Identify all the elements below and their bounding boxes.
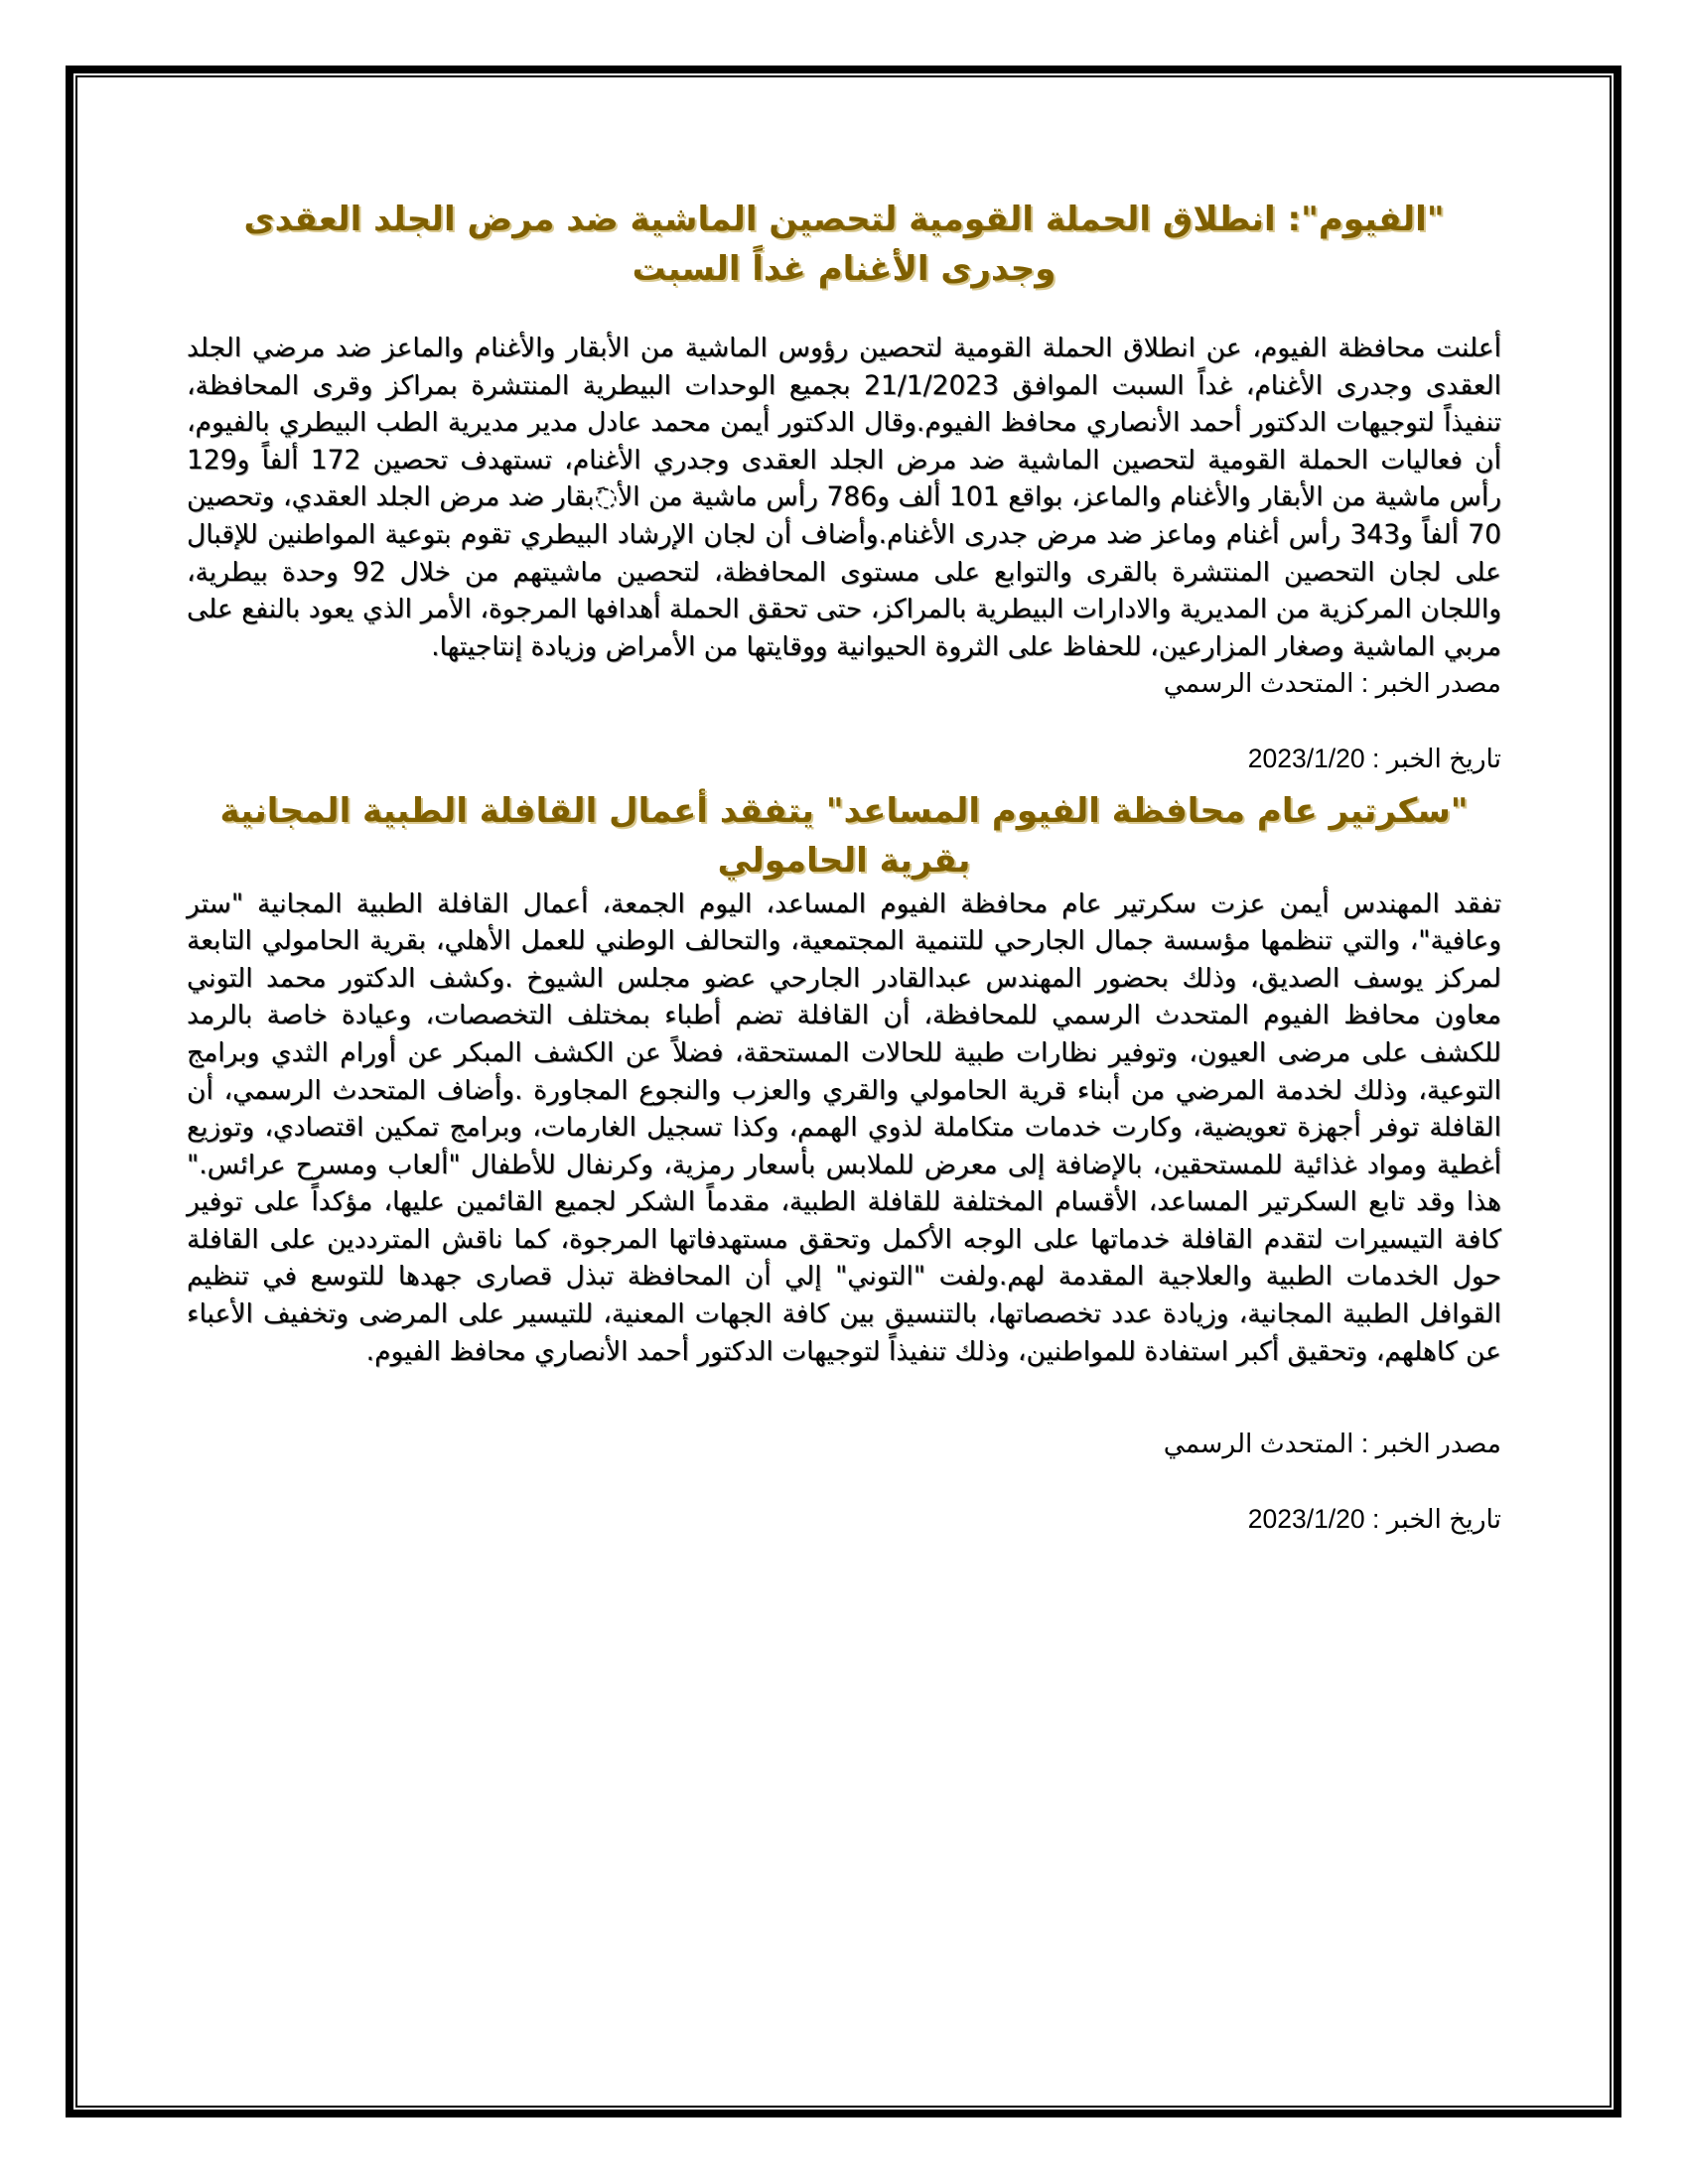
spacer <box>187 1463 1501 1501</box>
news-source: مصدر الخبر : المتحدث الرسمي <box>1163 1429 1501 1459</box>
news-source: مصدر الخبر : المتحدث الرسمي <box>1163 668 1501 699</box>
news-date: تاريخ الخبر : 2023/1/20 <box>1247 1503 1501 1534</box>
article-title: "سكرتير عام محافظة الفيوم المساعد" يتفقد أعمال القافلة الطبية المجانية بقرية الحامولي <box>219 790 1469 881</box>
article-title: "الفيوم": انطلاق الحملة القومية لتحصين الماشية ضد مرض الجلد العقدى وجدرى الأغنام غداً السبت <box>243 200 1445 289</box>
article-1 <box>187 195 1501 778</box>
article-body: تفقد المهندس أيمن عزت سكرتير عام محافظة الفيوم المساعد، اليوم الجمعة، أعمال القافلة الطبية المجانية "ستر وعافية"، والتي تنظمها مؤسسة جمال الجارحي للتنمية المجتمعية، والتحالف الوطني للعمل الأهلي، بقرية الحامولي التابعة لمركز يوسف الصديق، وذلك بحضور المهندس عبدالقادر الجارحي عضو مجلس الشيوخ .وكشف الدكتور محمد التوني معاون محافظ الفيوم المتحدث الرسمي للمحافظة، أن القافلة تضم أطباء بمختلف التخصصات، وعيادة خاصة بالرمد للكشف على مرضى العيون، وتوفير نظارات طبية للحالات المستحقة، فضلاً عن الكشف المبكر عن أورام الثدي وبرامج التوعية، وذلك لخدمة المرضي من أبناء قرية الحامولي والقري والعزب والنجوع المجاورة .وأضاف المتحدث الرسمي، أن القافلة توفر أجهزة تعويضية، وكارت خدمات متكاملة لذوي الهمم، وكذا تسجيل الغارمات، وبرامج تمكين اقتصادي، وتوزيع أغطية ومواد غذائية للمستحقين، بالإضافة إلى معرض للملابس بأسعار رمزية، وكرنفال للأطفال "ألعاب ومسرح عرائس." هذا وقد تابع السكرتير المساعد، الأقسام المختلفة للقافلة الطبية، مقدماً الشكر لجميع القائمين عليها، مؤكداً على توفير كافة التيسيرات لتقدم القافلة خدماتها على الوجه الأكمل وتحقق مستهدفاتها المرجوة، كما ناقش المترددين على القافلة حول الخدمات الطبية والعلاجية المقدمة لهم.ولفت "التوني" إلي أن المحافظة تبذل قصارى جهدها للتوسع في تنظيم القوافل الطبية المجانية، وزيادة عدد تخصصاتها، بالتنسيق بين كافة الجهات المعنية، للتيسير على المرضى وتخفيف الأعباء عن كاهلهم، وتحقيق أكبر استفادة للمواطنين، وذلك تنفيذاً لتوجيهات الدكتور أحمد الأنصاري محافظ الفيوم. <box>187 887 1501 1367</box>
article-body: أعلنت محافظة الفيوم، عن انطلاق الحملة القومية لتحصين رؤوس الماشية من الأبقار والأغنام والماعز ضد مرضي الجلد العقدى وجدرى الأغنام، غداً السبت الموافق 21/1/2023 بجميع الوحدات البيطرية المنتشرة بمراكز وقرى المحافظة، تنفيذاً لتوجيهات الدكتور أحمد الأنصاري محافظ الفيوم.وقال الدكتور أيمن محمد عادل مدير مديرية الطب البيطري بالفيوم، أن فعاليات الحملة القومية لتحصين الماشية ضد مرض الجلد العقدى وجدري الأغنام، تستهدف تحصين 172 ألفاً و129 رأس ماشية من الأبقار والأغنام والماعز، بواقع 101 ألف و786 رأس ماشية من الأ◌َبقار ضد مرض الجلد العقدي، وتحصين 70 ألفاً و343 رأس أغنام وماعز ضد مرض جدرى الأغنام.وأضاف أن لجان الإرشاد البيطري تقوم بتوعية المواطنين للإقبال على لجان التحصين المنتشرة بالقرى والتوابع على مستوى المحافظة، لتحصين ماشيتهم من خلال 92 وحدة بيطرية، واللجان المركزية من المديرية والادارات البيطرية بالمراكز، حتى تحقق الحملة أهدافها المرجوة، الأمر الذي يعود بالنفع على مربي الماشية وصغار المزارعين، للحفاظ على الثروة الحيوانية ووقايتها من الأمراض وزيادة إنتاجيتها. <box>187 333 1502 662</box>
document-content <box>187 195 1501 1538</box>
spacer <box>187 703 1501 741</box>
spacer <box>187 1370 1501 1426</box>
news-date: تاريخ الخبر : 2023/1/20 <box>1247 743 1501 773</box>
article-2 <box>187 786 1501 1539</box>
